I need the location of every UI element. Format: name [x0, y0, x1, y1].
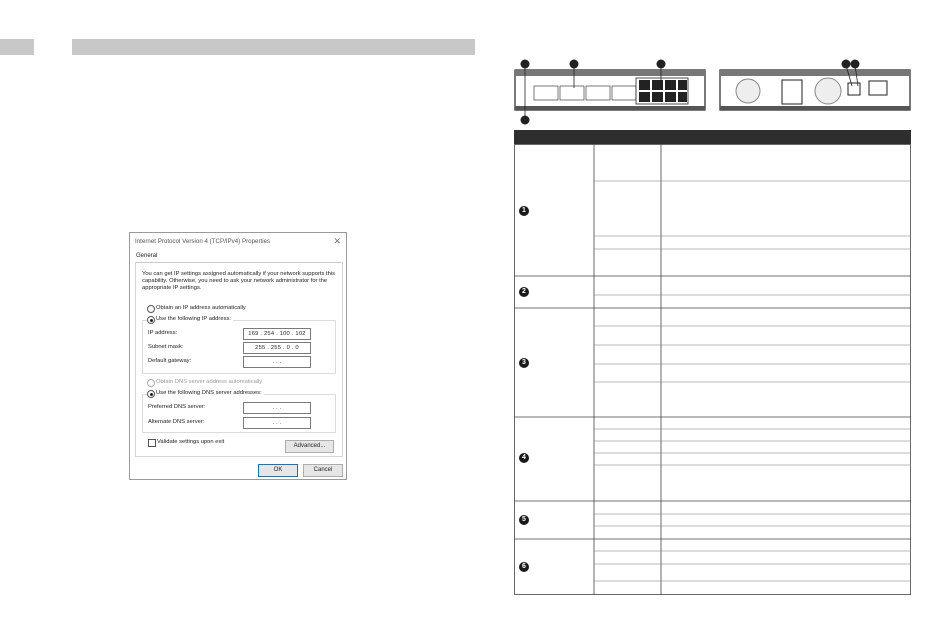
cancel-button[interactable]: Cancel	[303, 464, 343, 477]
table-badge-1: 1	[519, 206, 529, 216]
radio-auto-ip[interactable]	[147, 305, 155, 313]
device-diagram	[512, 58, 912, 130]
radio-auto-dns-label: Obtain DNS server address automatically	[156, 379, 263, 385]
front-top-texture	[515, 70, 705, 76]
section-header-bar	[72, 39, 475, 55]
spec-table	[514, 144, 912, 596]
table-badge-3: 3	[519, 358, 529, 368]
fan-right	[815, 78, 841, 104]
mgmt-port	[869, 81, 887, 95]
validate-label: Validate settings upon exit	[157, 439, 225, 445]
radio-static-dns-label: Use the following DNS server addresses:	[156, 390, 262, 396]
power-inlet	[782, 80, 802, 104]
alternate-dns-label: Alternate DNS server:	[148, 419, 205, 425]
radio-static-ip-label: Use the following IP address:	[156, 316, 231, 322]
subnet-mask-input[interactable]: 255 . 255 . 0 . 0	[243, 342, 311, 354]
ok-button[interactable]: OK	[258, 464, 298, 477]
table-badge-5: 5	[519, 515, 529, 525]
dialog-description: You can get IP settings assigned automatically if your network supports this capability. Otherwise, you need to ask your network administrator for the appropriate IP settings.	[142, 271, 336, 292]
alternate-dns-input[interactable]: . . .	[243, 417, 311, 429]
rear-bottom-edge	[720, 106, 910, 110]
validate-checkbox[interactable]	[148, 439, 156, 447]
ip-address-label: IP address:	[148, 330, 178, 336]
radio-auto-dns[interactable]	[147, 379, 155, 387]
radio-static-dns[interactable]	[147, 390, 155, 398]
ip-address-input[interactable]: 169 . 254 . 100 . 102	[243, 328, 311, 340]
table-badge-6: 6	[519, 562, 529, 572]
table-header	[514, 130, 911, 144]
default-gateway-label: Default gateway:	[148, 358, 192, 364]
fan-left	[736, 79, 760, 103]
subnet-mask-label: Subnet mask:	[148, 344, 184, 350]
page-header-tab	[0, 39, 34, 55]
dialog-title: Internet Protocol Version 4 (TCP/IPv4) Properties	[135, 238, 271, 245]
rj45-ports	[636, 78, 688, 104]
preferred-dns-label: Preferred DNS server:	[148, 404, 206, 410]
radio-static-ip[interactable]	[147, 316, 155, 324]
front-bottom-edge	[515, 106, 705, 110]
ipv4-properties-dialog	[129, 232, 347, 480]
advanced-button[interactable]: Advanced...	[285, 440, 334, 453]
rear-top-texture	[720, 70, 910, 76]
radio-auto-ip-label: Obtain an IP address automatically	[156, 305, 246, 311]
preferred-dns-input[interactable]: . . .	[243, 402, 311, 414]
close-icon[interactable]: ✕	[333, 236, 341, 246]
tab-general[interactable]: General	[136, 253, 158, 259]
table-badge-4: 4	[519, 453, 529, 463]
table-badge-2: 2	[519, 287, 529, 297]
default-gateway-input[interactable]: . . .	[243, 356, 311, 368]
